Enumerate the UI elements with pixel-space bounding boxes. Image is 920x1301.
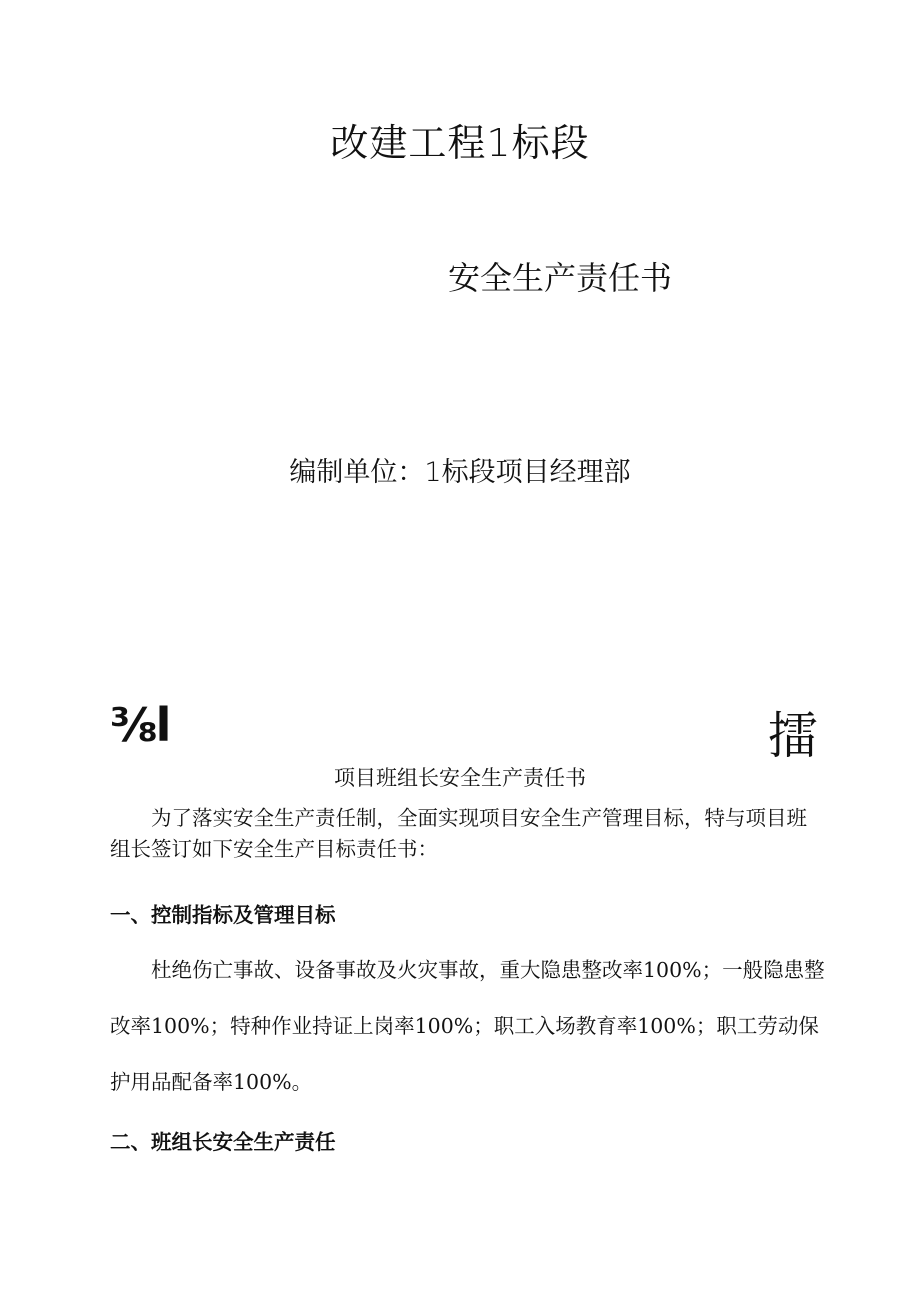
section-heading-leader-responsibility: 二、班组长安全生产责任 — [110, 1130, 336, 1154]
cover-document-type: 安全生产责任书 — [448, 259, 673, 297]
intro-paragraph: 为了落实安全生产责任制，全面实现项目安全生产管理目标，特与项目班组长签订如下安全生产目标责任书： — [110, 806, 807, 861]
page-mark-left: ⅜l — [110, 698, 170, 752]
section-heading-control-targets: 一、控制指标及管理目标 — [110, 903, 336, 927]
section-body-control-targets: 杜绝伤亡事故、设备事故及火灾事故，重大隐患整改率100%；一般隐患整改率100%；特种作业持证上岗率100%；职工入场教育率100%；职工劳动保护用品配备率100%。 — [110, 958, 825, 1094]
page-mark-right: 擂 — [768, 707, 818, 765]
document-title: 项目班组长安全生产责任书 — [334, 766, 586, 790]
cover-project-title: 改建工程1标段 — [330, 121, 590, 165]
cover-compiler-unit: 编制单位：1标段项目经理部 — [289, 457, 631, 488]
